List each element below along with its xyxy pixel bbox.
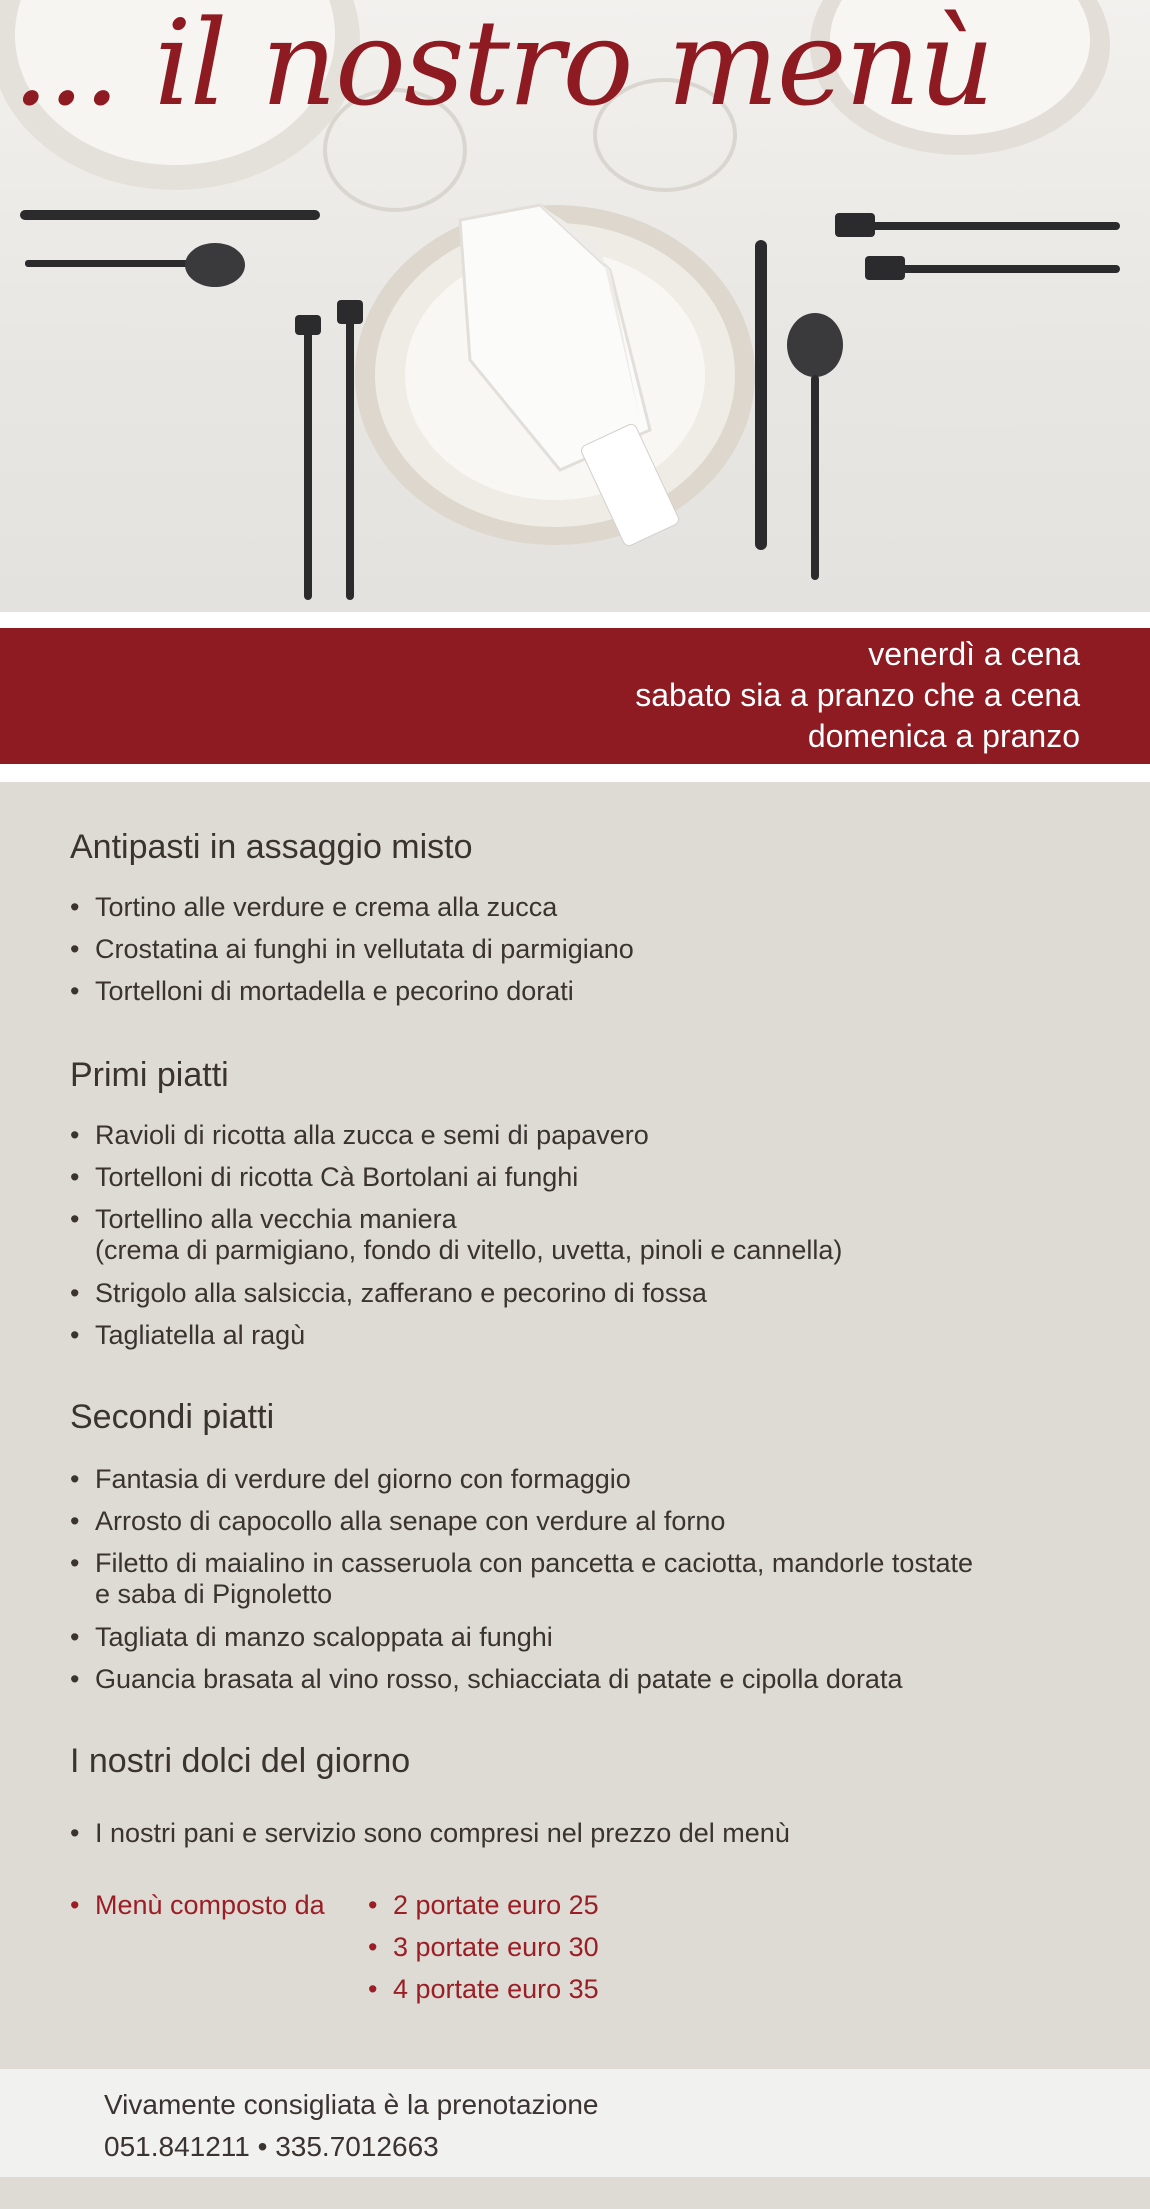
divider [0,764,1150,782]
phone-numbers[interactable]: 051.841211 • 335.7012663 [104,2131,439,2162]
bottom-strip [0,2177,1150,2209]
list-item: • Filetto di maialino in casseruola con pancetta e caciotta, mandorle tostate e saba di Pignoletto [70,1548,973,1609]
section-title-secondi: Secondi piatti [70,1398,275,1436]
hero-image [0,0,1150,612]
pricing-label: • Menù composto da [70,1890,325,1920]
page-title: ... il nostro menù [12,0,993,132]
list-item: • Arrosto di capocollo alla senape con verdure al forno [70,1506,726,1536]
list-item: • Tagliata di manzo scaloppata ai funghi [70,1622,553,1652]
list-item: • Guancia brasata al vino rosso, schiacciata di patate e cipolla dorata [70,1664,903,1694]
list-item: • Tagliatella al ragù [70,1320,306,1350]
price-option: • 2 portate euro 25 [368,1890,599,1920]
price-option: • 3 portate euro 30 [368,1932,599,1962]
section-title-dolci: I nostri dolci del giorno [70,1742,411,1780]
list-item: • Tortelloni di mortadella e pecorino dorati [70,976,574,1006]
schedule-banner [0,628,1150,764]
schedule-line-sunday: domenica a pranzo [807,718,1080,754]
footer [0,2069,1150,2177]
menu-body [0,782,1150,2069]
list-item: • Tortino alle verdure e crema alla zucca [70,892,558,922]
schedule-line-saturday: sabato sia a pranzo che a cena [635,677,1080,713]
section-title-antipasti: Antipasti in assaggio misto [70,828,473,866]
reservation-note: Vivamente consigliata è la prenotazione [104,2089,599,2120]
list-item: • Fantasia di verdure del giorno con formaggio [70,1464,631,1494]
schedule-lines [635,634,1080,757]
list-item: • Strigolo alla salsiccia, zafferano e pecorino di fossa [70,1278,707,1308]
service-note: • I nostri pani e servizio sono compresi nel prezzo del menù [70,1818,790,1848]
list-item: • Tortelloni di ricotta Cà Bortolani ai funghi [70,1162,579,1192]
list-item: • Crostatina ai funghi in vellutata di parmigiano [70,934,634,964]
schedule-line-friday: venerdì a cena [868,636,1080,672]
section-title-primi: Primi piatti [70,1056,229,1094]
divider [0,612,1150,628]
list-item: • Tortellino alla vecchia maniera (crema di parmigiano, fondo di vitello, uvetta, pinoli e cannella) [70,1204,843,1265]
price-option: • 4 portate euro 35 [368,1974,599,2004]
list-item: • Ravioli di ricotta alla zucca e semi di papavero [70,1120,649,1150]
